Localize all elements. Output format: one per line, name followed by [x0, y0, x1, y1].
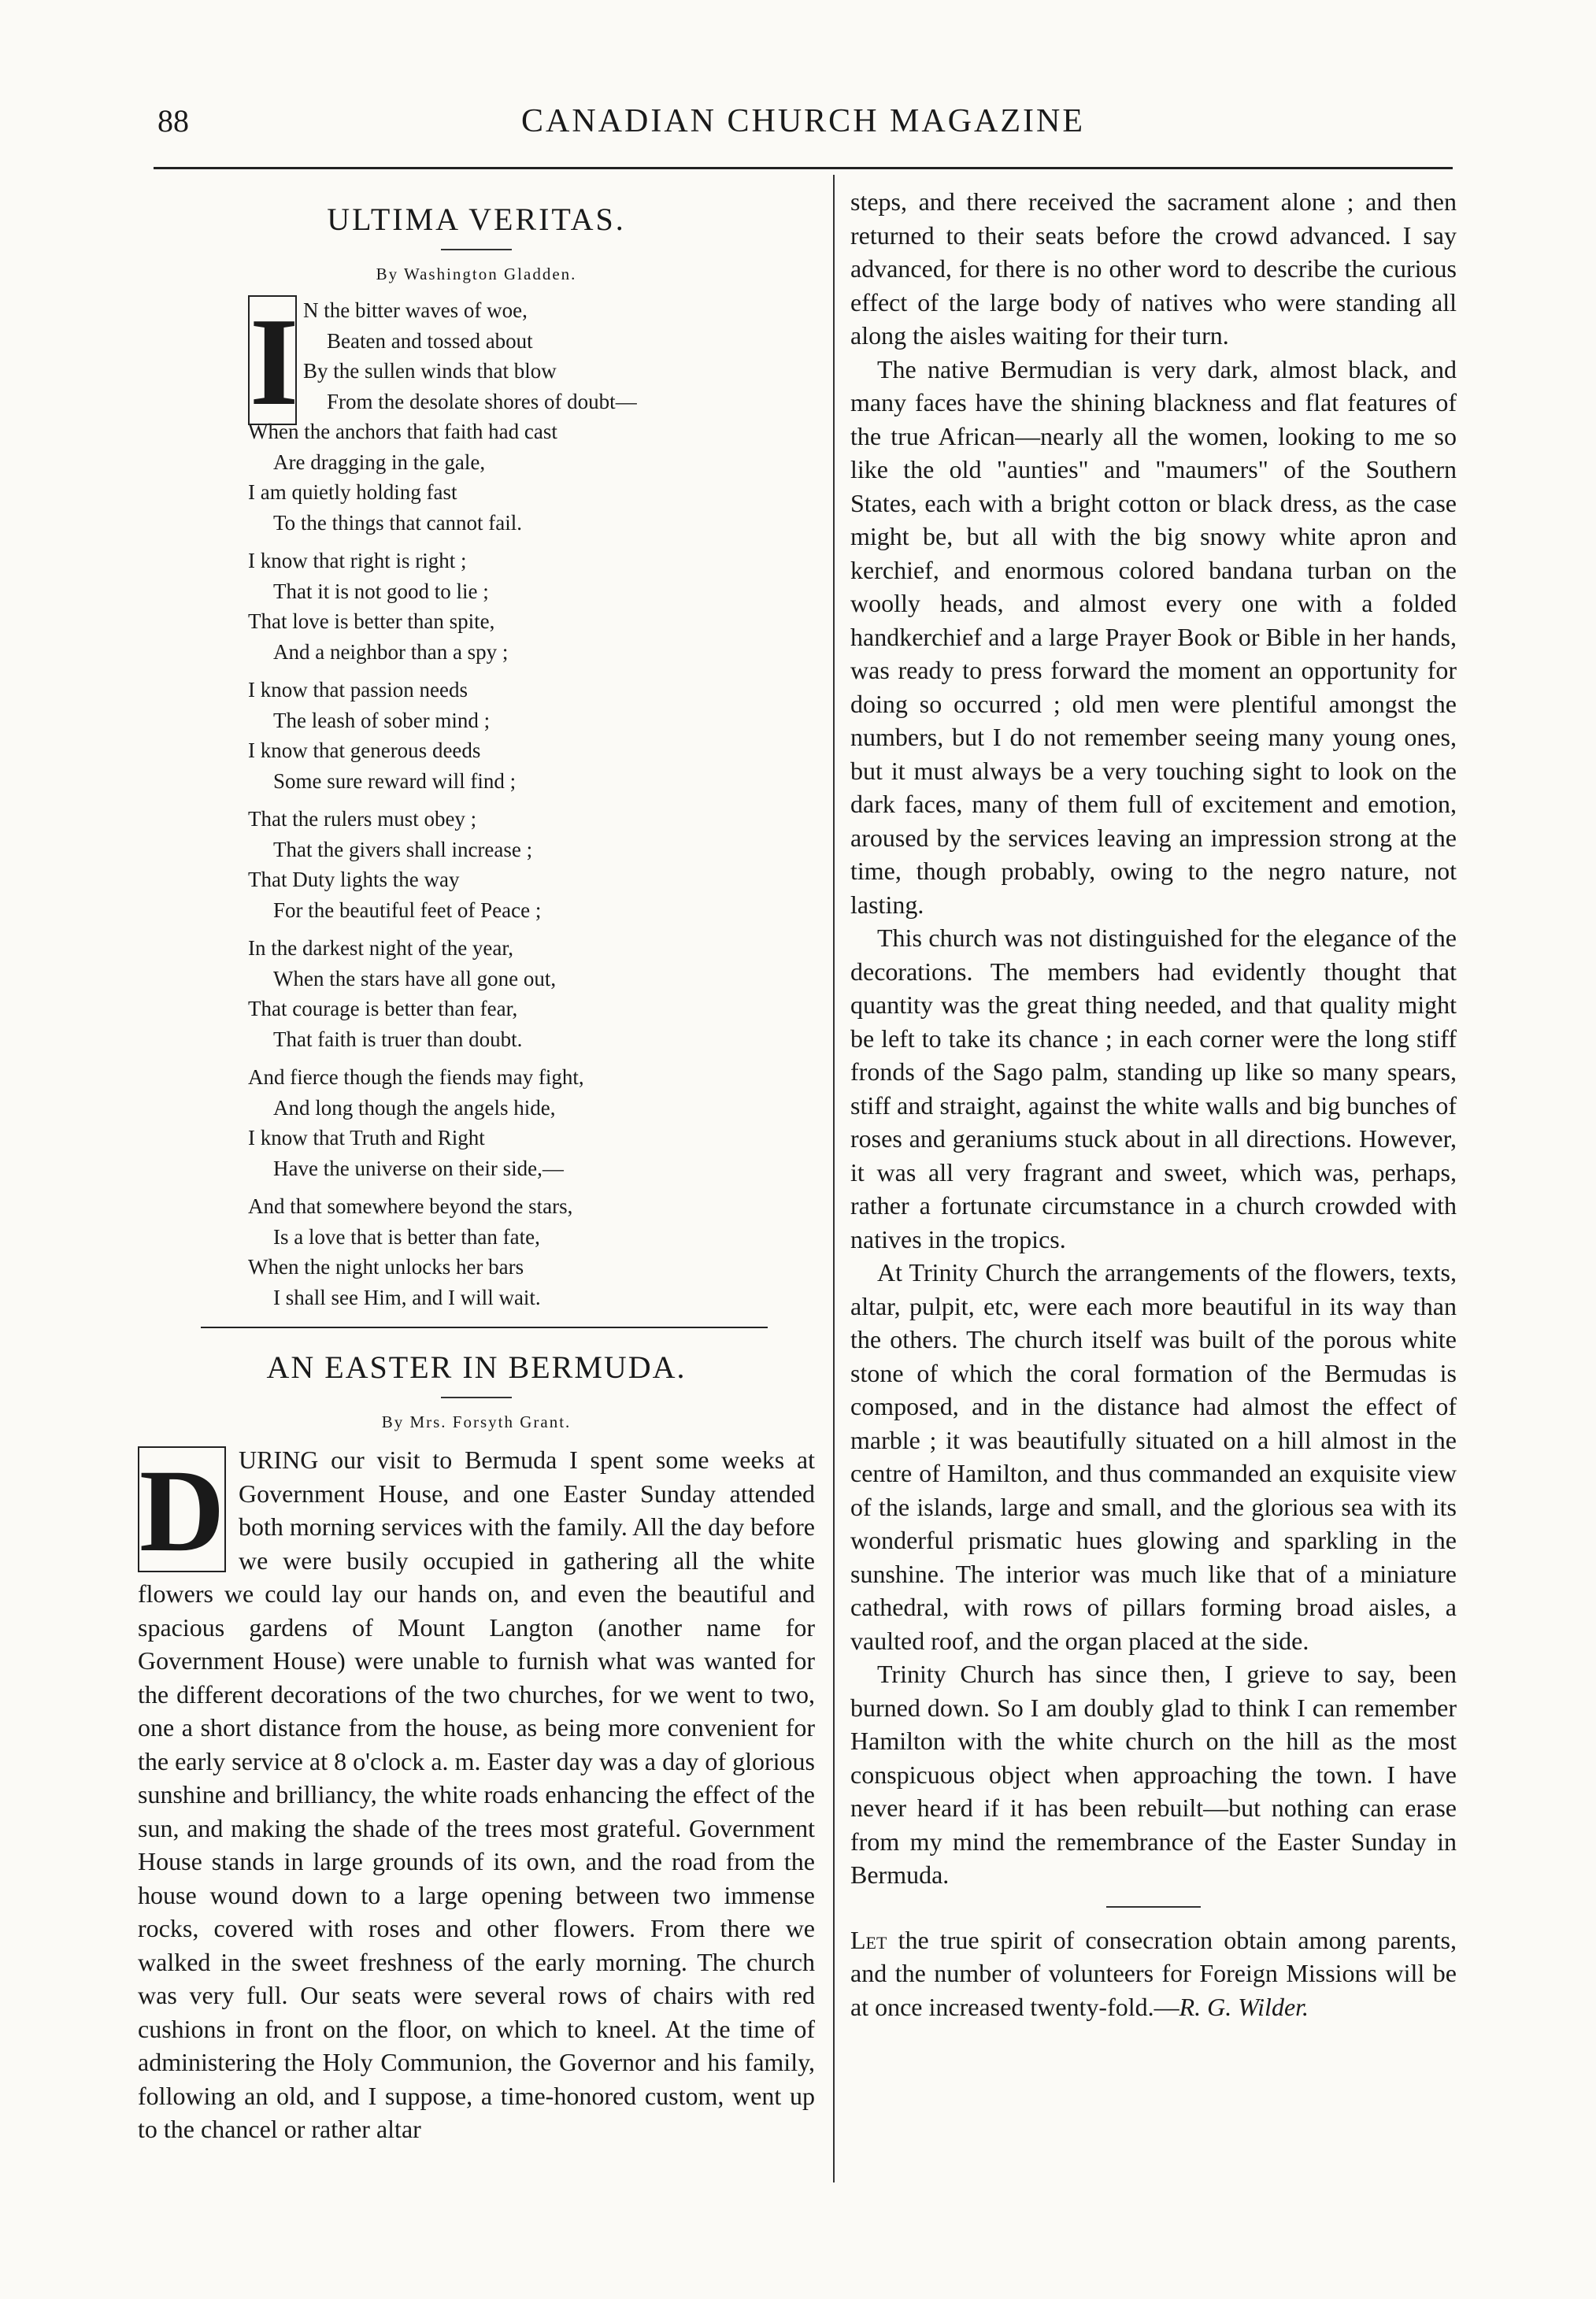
poem-stanza — [248, 1191, 815, 1312]
poem-stanza — [248, 933, 815, 1054]
right-column — [850, 185, 1457, 2023]
article-body-right — [850, 185, 1457, 1892]
poem-line: I am quietly holding fast — [248, 480, 457, 504]
poem-stanza — [248, 804, 815, 925]
section-rule — [201, 1327, 768, 1328]
poem-line: From the desolate shores of doubt— — [327, 389, 637, 413]
poem-stanza — [248, 1062, 815, 1183]
poem-body — [138, 291, 815, 1312]
article-byline: By Mrs. Forsyth Grant. — [381, 1412, 572, 1431]
article-dropcap: D — [139, 1446, 225, 1576]
poem-line: Some sure reward will find ; — [273, 768, 517, 793]
header-rule — [154, 167, 1453, 169]
page-number: 88 — [157, 103, 189, 139]
poem-line: And that somewhere beyond the stars, — [248, 1194, 573, 1218]
poem-stanza — [248, 291, 815, 538]
poem-line: That faith is truer than doubt. — [273, 1027, 523, 1051]
poem-line: When the anchors that faith had cast — [248, 420, 557, 443]
poem-line: I know that generous deeds — [248, 739, 481, 762]
poem-line: Have the universe on their side,— — [273, 1156, 564, 1180]
poem-line: Beaten and tossed about — [327, 328, 533, 353]
article-title: AN EASTER IN BERMUDA. — [266, 1349, 687, 1385]
article-body-left — [138, 1443, 815, 2146]
article-paragraph: Trinity Church has since then, I grieve to say, been burned down. So I am doubly glad to think I can remember Hamilton with the white church on the hill as the most conspicuous object when approaching the town. I have never heard if it has been rebuilt—but nothing can erase from my mind the remembrance of the Easter Sunday in Bermuda. — [850, 1660, 1457, 1889]
poem-line: I know that right is right ; — [248, 549, 467, 572]
poem-line: That Duty lights the way — [248, 868, 460, 891]
note-author: R. G. Wilder. — [1179, 1992, 1309, 2021]
poem-dropcap: I — [250, 291, 299, 431]
poem-title: ULTIMA VERITAS. — [327, 202, 626, 237]
poem-line: I shall see Him, and I will wait. — [273, 1285, 541, 1309]
poem-line: And a neighbor than a spy ; — [273, 639, 509, 664]
title-rule — [441, 249, 512, 250]
poem-stanza — [248, 546, 815, 667]
closing-note — [850, 1923, 1457, 2024]
poem-line: And long though the angels hide, — [273, 1095, 556, 1120]
poem-line: That it is not good to lie ; — [273, 579, 489, 603]
article-paragraph: URING our visit to Bermuda I spent some weeks at Government House, and one Easter Sunday attended both morning services with the family. All the day before we were busily occupied in gathering all the white flowers we could lay our hands on, and even the beautiful and spacious gardens of Mount Langton (another name for Government House) were unable to furnish what was wanted for the different decorations of the two churches, for we went to two, one a short distance from the house, as being more convenient for the early service at 8 o'clock a. m. Easter day was a day of glorious sunshine and brilliancy, the white roads enhancing the effect of the sun, and making the shade of the trees most grateful. Government House stands in large grounds of its own, and the road from the house wound down to a large opening between two immense rocks, covered with roses and other flowers. From there we walked in the sweet freshness of the early morning. The church was very full. Our seats were several rows of chairs with red cushions in front on the floor, on which to kneel. At the time of administering the Holy Communion, the Governor and his family, following an old, and I suppose, a time-honored custom, went up to the chancel or rather altar — [138, 1446, 815, 2143]
left-column — [138, 185, 815, 2146]
poem-line: The leash of sober mind ; — [273, 708, 491, 732]
poem-byline: By Washington Gladden. — [376, 265, 577, 283]
article-paragraph: The native Bermudian is very dark, almost black, and many faces have the shining blackness and flat features of the true African—nearly all the women, looking to me so like the old "aunties" and "maumers" of the Southern States, each with a bright cotton or black dress, as the case might be, but all with the big snowy white apron and kerchief, and enormous colored bandana turban on the woolly heads, and almost every one with a folded handkerchief and a large Prayer Book or Bible in her hands, was ready to press forward the moment an opportunity for doing so occurred ; old men were plentiful amongst the numbers, but I do not remember seeing many young ones, but it must always be a very touching sight to look on the dark faces, many of them full of excitement and emotion, aroused by the services leaving an impression strong at the time, though probably, owing to the negro nature, not lasting. — [850, 354, 1457, 919]
poem-line: I know that Truth and Right — [248, 1126, 485, 1150]
poem-line: N the bitter waves of woe, — [303, 298, 528, 322]
note-body: the true spirit of consecration obtain among parents, and the number of volunteers for Foreign Missions will be at once increased twenty-fold.— — [850, 1925, 1457, 2021]
page-header — [157, 102, 1449, 150]
poem-line: That courage is better than fear, — [248, 997, 518, 1020]
article-paragraph: At Trinity Church the arrangements of the flowers, texts, altar, pulpit, etc, were each more beautiful in its way than the others. The church itself was built of the porous white stone of which the coral formation of the Bermudas is composed, and in the distance had almost the effect of marble ; it was beautifully situated on a hill almost in the centre of Hamilton, and thus commanded an exquisite view of the islands, large and small, and the glorious sea with its wonderful prismatic hues glowing and sparkling in the sunshine. The interior was much like that of a miniature cathedral, with rows of pillars forming broad aisles, a vaulted roof, and the organ placed at the side. — [850, 1258, 1457, 1655]
article-paragraph: This church was not distinguished for the elegance of the decorations. The members had evidently thought that quantity was the great thing needed, and that quality might be left to take its chance ; in each corner were the long stiff fronds of the Sago palm, standing up like so many spears, stiff and straight, against the white walls and big bunches of roses and geraniums stuck about in all directions. However, it was all very fragrant and sweet, which was, perhaps, rather a fortunate circumstance in a church crowded with natives in the tropics. — [850, 924, 1457, 1253]
poem-line: And fierce though the fiends may fight, — [248, 1065, 584, 1089]
note-lead: Let — [850, 1925, 887, 1954]
poem-line: In the darkest night of the year, — [248, 936, 514, 960]
article-title-rule — [441, 1397, 512, 1398]
poem-line: That the rulers must obey ; — [248, 807, 477, 831]
poem-stanza — [248, 675, 815, 796]
poem-line: For the beautiful feet of Peace ; — [273, 898, 542, 922]
poem-line: When the stars have all gone out, — [273, 966, 557, 990]
poem-line: By the sullen winds that blow — [303, 359, 557, 383]
poem-line: When the night unlocks her bars — [248, 1255, 524, 1279]
poem-line: Are dragging in the gale, — [273, 450, 486, 474]
poem-line: That love is better than spite, — [248, 609, 495, 633]
poem-line: That the givers shall increase ; — [273, 837, 533, 861]
article-paragraph: steps, and there received the sacrament alone ; and then returned to their seats before the crowd advanced. I say advanced, for there is no other word to describe the curious effect of the large body of natives who were standing all along the aisles waiting for their turn. — [850, 187, 1457, 350]
poem-line: I know that passion needs — [248, 678, 468, 702]
note-rule — [1106, 1906, 1201, 1908]
poem-line: To the things that cannot fail. — [273, 510, 523, 535]
poem-line: Is a love that is better than fate, — [273, 1224, 540, 1249]
magazine-title: CANADIAN CHURCH MAGAZINE — [521, 103, 1085, 139]
column-divider — [833, 175, 835, 2182]
